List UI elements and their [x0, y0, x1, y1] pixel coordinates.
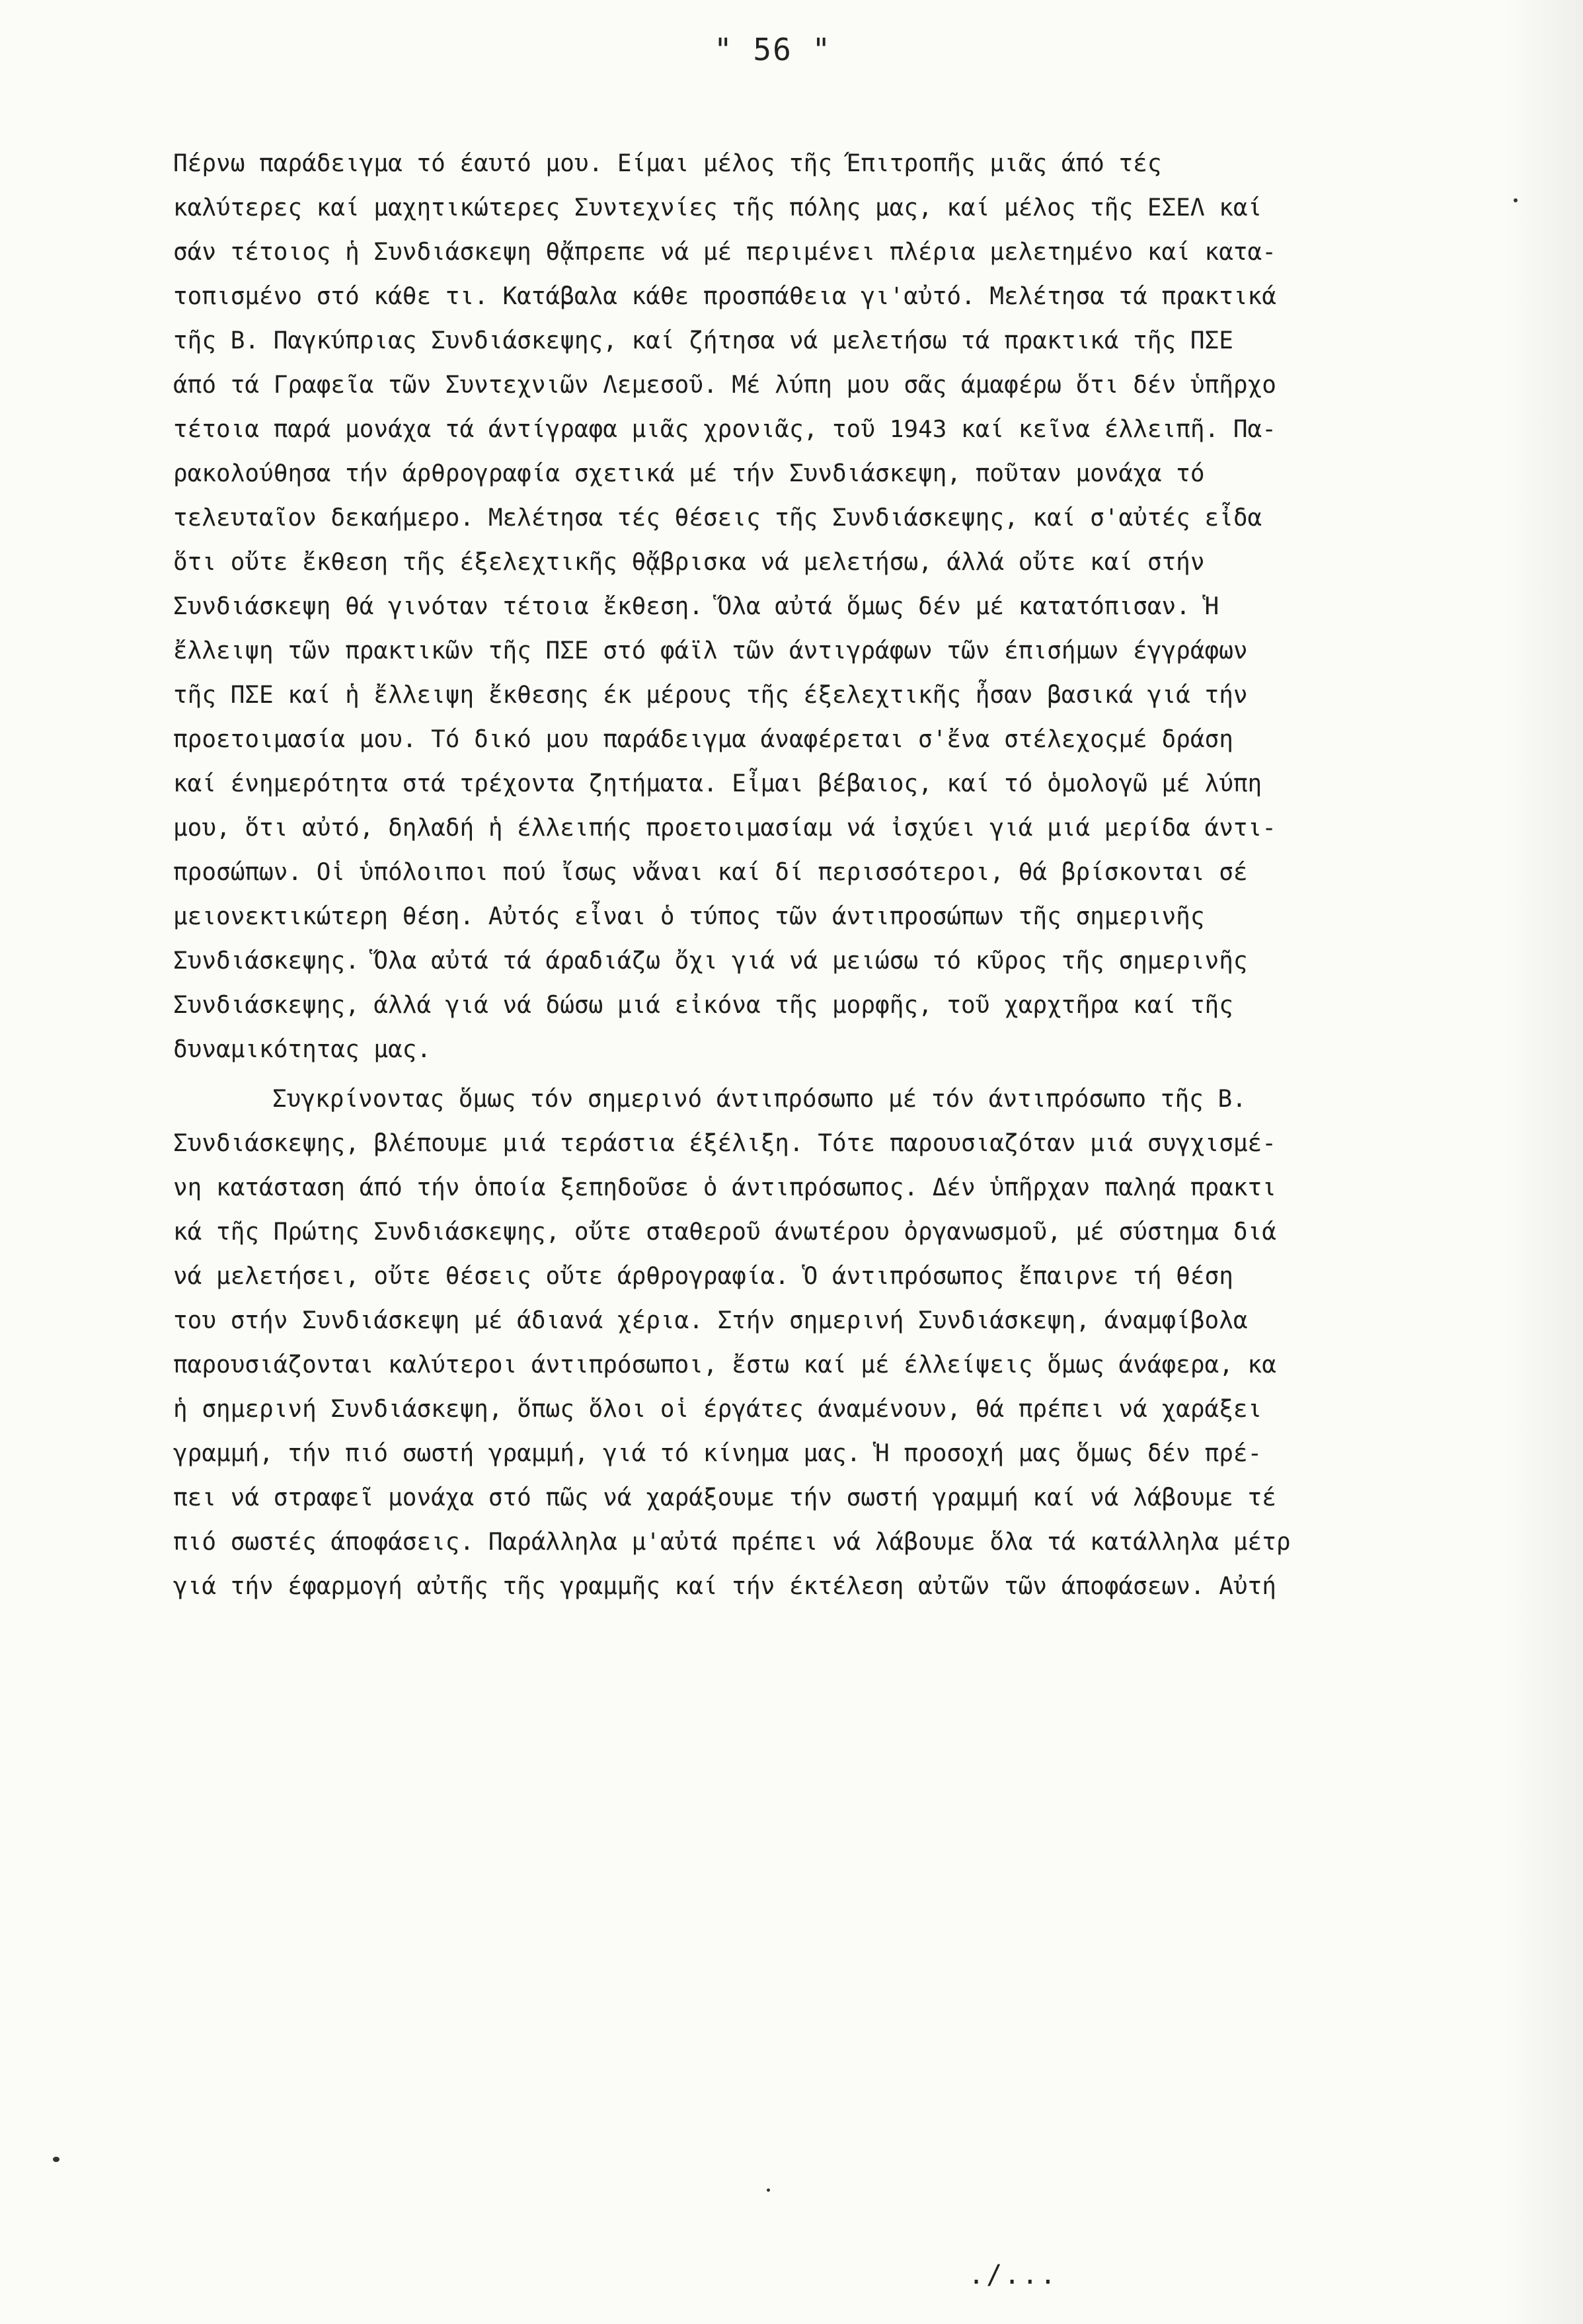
text-line: δυναμικότητας μας.: [173, 1036, 432, 1063]
text-line: Συνδιάσκεψης, άλλά γιά νά δώσω μιά εἰκόνα τῆς μορφῆς, τοῦ χαρχτῆρα καί τῆς: [173, 992, 1233, 1019]
text-line: ρακολούθησα τήν άρθρογραφία σχετικά μέ τήν Συνδιάσκεψη, ποῦταν μονάχα τό: [173, 460, 1205, 487]
text-line: Συνδιάσκεψης. Ὅλα αὐτά τά άραδιάζω ὄχι γιά νά μειώσω τό κῦρος τῆς σημερινῆς: [173, 947, 1248, 975]
text-line: πει νά στραφεῖ μονάχα στό πῶς νά χαράξουμε τήν σωστή γραμμή καί νά λάβουμε τέ: [173, 1484, 1276, 1511]
text-line: σάν τέτοιος ἡ Συνδιάσκεψη θᾄπρεπε νά μέ περιμένει πλέρια μελετημένο καί κατα-: [173, 239, 1276, 266]
scan-speck: [1514, 198, 1518, 202]
text-line: τῆς Β. Παγκύπριας Συνδιάσκεψης, καί ζήτησα νά μελετήσω τά πρακτικά τῆς ΠΣΕ: [173, 327, 1233, 354]
text-line: πιό σωστές άποφάσεις. Παράλληλα μ'αὐτά πρέπει νά λάβουμε ὅλα τά κατάλληλα μέτρ: [173, 1529, 1291, 1556]
text-line: προσώπων. Οἱ ὑπόλοιποι πού ἴσως νἄναι καί δί περισσότεροι, θά βρίσκονται σέ: [173, 859, 1248, 886]
text-line: ὅτι οὔτε ἔκθεση τῆς έξελεχτικῆς θᾄβρισκα νά μελετήσω, άλλά οὔτε καί στήν: [173, 549, 1205, 576]
text-line: ἡ σημερινή Συνδιάσκεψη, ὅπως ὅλοι οἱ έργάτες άναμένουν, θά πρέπει νά χαράξει: [173, 1396, 1262, 1423]
text-line: ἔλλειψη τῶν πρακτικῶν τῆς ΠΣΕ στό φάϊλ τῶν άντιγράφων τῶν έπισήμων έγγράφων: [173, 637, 1248, 664]
text-line: του στήν Συνδιάσκεψη μέ άδιανά χέρια. Στήν σημερινή Συνδιάσκεψη, άναμφίβολα: [173, 1307, 1248, 1334]
text-line: μειονεκτικώτερη θέση. Αὐτός εἶναι ὁ τύπος τῶν άντιπροσώπων τῆς σημερινῆς: [173, 903, 1205, 930]
text-line: τῆς ΠΣΕ καί ἡ ἔλλειψη ἔκθεσης έκ μέρους τῆς έξελεχτικῆς ἦσαν βασικά γιά τήν: [173, 682, 1248, 709]
text-line: μου, ὅτι αὐτό, δηλαδή ἡ έλλειπής προετοιμασίαμ νά ἰσχύει γιά μιά μερίδα άντι-: [173, 815, 1276, 842]
text-line: τελευταῖον δεκαήμερο. Μελέτησα τές θέσεις τῆς Συνδιάσκεψης, καί σ'αὐτές εἶδα: [173, 504, 1262, 532]
text-line: νη κατάσταση άπό τήν ὁποία ξεπηδοῦσε ὁ άντιπρόσωπος. Δέν ὑπῆρχαν παληά πρακτι: [173, 1174, 1276, 1201]
text-line: Πέρνω παράδειγμα τό έαυτό μου. Είμαι μέλος τῆς Έπιτροπῆς μιᾶς άπό τές: [173, 150, 1162, 177]
paragraph-start-line: Συγκρίνοντας ὅμως τόν σημερινό άντιπρόσωπο μέ τόν άντιπρόσωπο τῆς Β.: [272, 1086, 1247, 1113]
text-line: νά μελετήσει, οὔτε θέσεις οὔτε άρθρογραφία. Ὁ άντιπρόσωπος ἔπαιρνε τή θέση: [173, 1263, 1233, 1290]
continuation-mark: ./...: [968, 2260, 1058, 2290]
text-line: Συνδιάσκεψης, βλέπουμε μιά τεράστια έξέλιξη. Τότε παρουσιαζόταν μιά συγχισμέ-: [173, 1130, 1276, 1157]
text-line: τοπισμένο στό κάθε τι. Κατάβαλα κάθε προσπάθεια γι'αὐτό. Μελέτησα τά πρακτικά: [173, 283, 1276, 310]
text-line: παρουσιάζονται καλύτεροι άντιπρόσωποι, ἔστω καί μέ έλλείψεις ὅμως άνάφερα, κα: [173, 1351, 1276, 1379]
page-number: " 56 ": [714, 32, 832, 67]
scan-speck: [767, 2188, 770, 2192]
text-line: κά τῆς Πρώτης Συνδιάσκεψης, οὔτε σταθεροῦ άνωτέρου ὀργανωσμοῦ, μέ σύστημα διά: [173, 1219, 1276, 1246]
body-text: [173, 141, 1508, 1609]
scan-speck: [53, 2157, 59, 2162]
text-line: άπό τά Γραφεῖα τῶν Συντεχνιῶν Λεμεσοῦ. Μέ λύπη μου σᾶς άμαφέρω ὅτι δέν ὑπῆρχο: [173, 372, 1276, 399]
text-line: καλύτερες καί μαχητικώτερες Συντεχνίες τῆς πόλης μας, καί μέλος τῆς ΕΣΕΛ καί: [173, 194, 1262, 221]
text-line: Συνδιάσκεψη θά γινόταν τέτοια ἔκθεση. Ὅλα αὐτά ὅμως δέν μέ κατατόπισαν. Ἡ: [173, 593, 1219, 620]
text-line: καί ένημερότητα στά τρέχοντα ζητήματα. Εἶμαι βέβαιος, καί τό ὁμολογῶ μέ λύπη: [173, 770, 1262, 797]
text-line: γραμμή, τήν πιό σωστή γραμμή, γιά τό κίνημα μας. Ἡ προσοχή μας ὅμως δέν πρέ-: [173, 1440, 1262, 1467]
text-line: προετοιμασία μου. Τό δικό μου παράδειγμα άναφέρεται σ'ἔνα στέλεχοςμέ δράση: [173, 726, 1233, 753]
text-line: τέτοια παρά μονάχα τά άντίγραφα μιᾶς χρονιᾶς, τοῦ 1943 καί κεῖνα έλλειπῆ. Πα-: [173, 416, 1276, 443]
text-line: γιά τήν έφαρμογή αὐτῆς τῆς γραμμῆς καί τήν έκτέλεση αὐτῶν τῶν άποφάσεων. Αὐτή: [173, 1573, 1276, 1600]
